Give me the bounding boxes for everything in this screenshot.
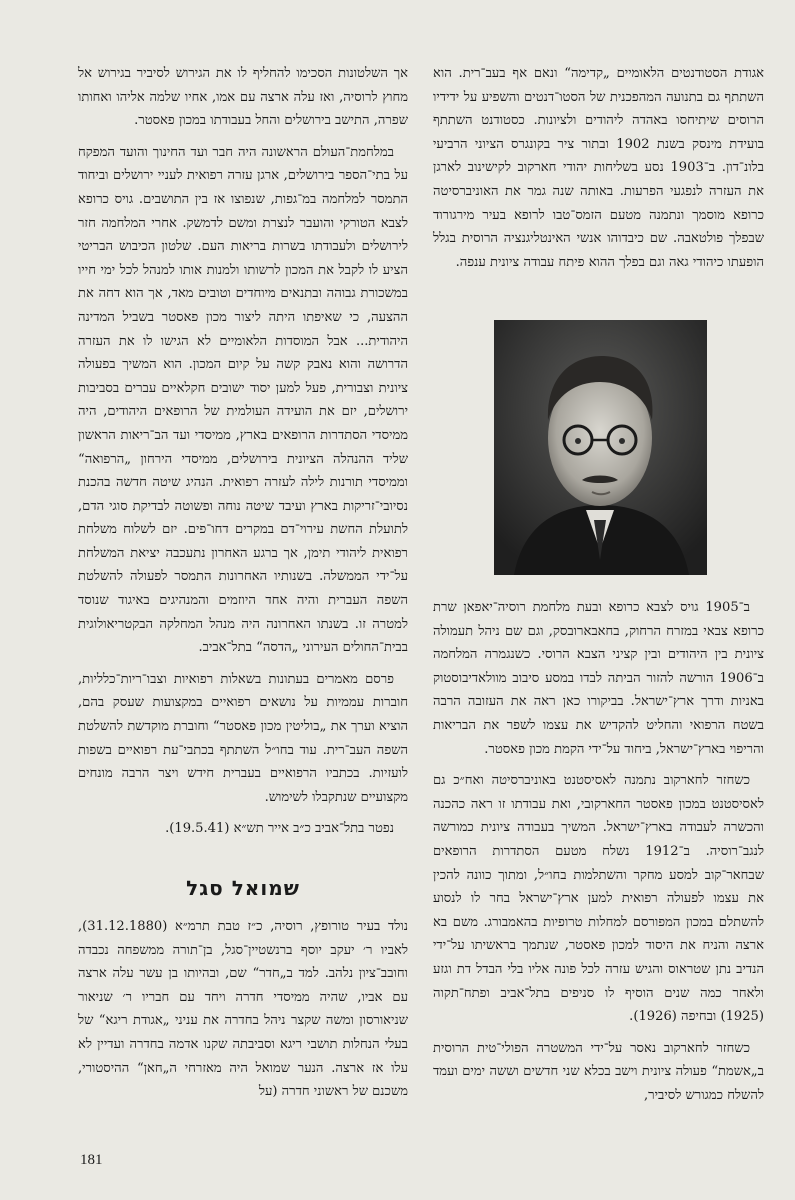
paragraph: אגודת הסטודנטים הלאומיים „קדימה“ ונאם אף בעב־רית. הוא השתתף גם בתנועה המהפכנית של הסטו־דנטים והשפיע על ידידיו הרוסים שיתיחסו באהדה ליהודים ולציונות. כסטודנט השתתף בועידת מינסק בשנת 1902 ובתור ציר בקונגרס הציוני הרביעי בלונ־דון. ב־1903 נסע בשליחות יהודי חארקוב לקישינוב לארגן את העזרה לנפגעי הפרעות. באותה שנה גמר את האוניברסיטה כרופא מוסמך ונתמנה מטעם הזמס־טבו לרופא בעיר מירגורוד שבפלך פולטאבה. שם כיבדוהו אנשי האינטליגנציה הרוסית בגלל הופעתו כיהודי גאה וגם בפלך ההוא פיתח עבודה ציונית ענפה. xyxy=(433,66,764,270)
paragraph: אך השלטונות הסכימו להחליף לו את הגירוש לסיביר בגירוש אל מחוץ לרוסיה, ואז עלה ארצה עם אמו, אחיו שלמה אליהו ואחותו שפרה, התישב בירושלים והחל בעבודתו במכון פאסטר. xyxy=(78,66,408,129)
section-heading: שמואל סגל xyxy=(186,876,300,900)
paragraph: במלחמת־העולם הראשונה היה חבר ועד החינוך והועד המפקח על בתי־הספר בירושלים, ארגן עזרה רפואית לעניי ירושלים וביחוד התמסר למלחמה במ־גפות, שנפוצו אז בין התושבים. גויס כרופא לצבא הטורקי והועבר לנצרת ומשם לדמשק. אחרי המלחמה חזר לירושלים ולעבודתו בשרות בריאות העם. שלטון הכיבוש הבריטי הציע לו לקבל את המכון לרשותו ולמנות אותו למנהל לכל ימי חייו במשכורת גבוהה ובתנאים מיוחדים וטובים מאד, אך הוא דחה את ההצעה, כי שאיפתו היתה ליצור מכון פאסטר בשביל המדינה היהודית... אבל המוסדות הלאומיים לא הגישו לו את העזרה הדרושה והוא נאבק קשה על קיום המכון. הוא המשיך בפעולה ציונית וצבורית, פעל למען יסוד ישובים חקלאיים עברים בסביבות ירושלים, יזם את הועידה העולמית של הרופאים היהודים, היה ממיסדי הסתדרות הרופאים בארץ, ממיסדי ועד הב־ריאות הראשון שליד ההנהלה הציונית בירושלים, ממיסדי הירחון „הרפואה“ וממיסדי תורנות לילה לעזרה רפואית. הנהיג שיטה חדשה בהכנת נסיובי־זריקות בארץ ועיבד שיטה נוחה ופשוטה לבדיקת סוגי הדם, לתועלת החשת עירוי־דם במקרים דחו־פים. יזם לשלוח משלחת רפואית ליהודי תימן, אך ברגע האחרון נתעכבה יציאת המשלחת על־ידי הממשלה. בשנותיו האחרונות התמסר לפעולה להשלטת השפה העברית והיה אחד היוזמים והמנהיגים באיגוד שנוסד למטרה זו. בשנתו האחרונה היה מנהל המחלקה הבקטריאולוגית בבית־החולים העירוני „הדסה“ בתל־אביב. xyxy=(78,144,408,656)
portrait-illustration xyxy=(494,320,707,575)
right-column-lower xyxy=(433,596,764,1107)
left-column-lower xyxy=(78,915,408,1104)
paragraph: ב־1905 גויס לצבא כרופא ובעת מלחמת רוסיה־יאפאן שרת כרופא צבאי במזרח הרחוק, בחאבארובסק, וגם שם ניהל תעמולה ציונית בין היהודים ובין קציני הצבא הרוסי. כשנגמרה המלחמה ב־1906 הורשה להזור הביתה לבדו במסע סיבוב מוולאדיבוסטוק באניות ודרך ארץ־ישראל. בביקורו כאן ראה את העזובה הרבה בשטח הרפואי והחליט להקדיש את עצמו לשפר את הבריאות והריפוי בארץ־ישראל, ביחוד על־ידי הקמת מכון פאסטר. xyxy=(433,600,764,757)
right-column-upper xyxy=(433,62,764,274)
paragraph: נולד בעיר טורופץ, רוסיה, כ״ז טבת תרמ״א (31.12.1880), לאביו ר׳ יעקב יוסף ברנשטיין־סגל, בן־תורה ממשפחה נכבדה וחובב־ציון נלהב. למד ב„חדר“ שם, ובהיותו בן עשר עלה ארצה עם אביו, שהיה ממיסדי חדרה ויחד עם חבריו ר׳ שניאור שניאורסון ומשה שקצר ניהל בחדרה את עניני „אגודת ריגא“ של בעלי הנחלות תושבי ריגא וסביבתה שקנו אדמה בחדרה ועדיין לא עלו אז ארצה. הנער שמואל היה מאזרחי ה„חאן“ ההיסטורי, משכנם של ראשוני חדרה (על xyxy=(78,919,408,1100)
death-date-line: נפטר בתל־אביב כ״ב אייר תש״א (19.5.41). xyxy=(165,821,394,837)
paragraph: כשחזר לחארקוב נאסר על־ידי המשטרה הפולי־טית הרוסית ב„אשמת“ פעולה ציונית וישב בכלא שני חדשים וששה ימים ועמד להשלח כמגורש לסיביר, xyxy=(433,1040,764,1103)
paragraph: פרסם מאמרים בעתונות בשאלות רפואיות וצבו־ריות־כלליות, חוברות עממיות על נושאים רפואיים במקצועות שעסק בהם, הוציא וערך את „בוליטין מכון פאסטר“ וחוברת מוקדשת להשלטת השפה העב־רית. עוד בחו״ל השתתף בכתבי־עת רפואיים בשפות לועזיות. בכתביו הרפואיים בעברית חידש ויצר הרבה מונחים מקצועיים שנתקבלו לשימוש. xyxy=(78,671,408,805)
portrait-photo xyxy=(494,320,707,575)
paragraph: כשחזר לחארקוב נתמנה לאסיסטנט באוניברסיטה ואח״כ גם לאסיסטנט במכון פאסטר החארקובי, ואת עבודתו זו ראה כהכנה והכשרה לעבודה בארץ־ישראל. המשיך בעבודה ציונית כמורשה לנגב־רוסיה. ב־1912 נשלח מטעם הסתדרות הרופאים שבחאר־קוב למסע מחקר והשתלמות בחו״ל, ומתוך כוונה להכין את עצמו לפעולה רפואית למען ארץ־ישראל בחר לו לנסוע להשתלם במכון המפורסם למחלות טרופיות בהאמבורג. משם בא ארצה והניח את היסוד למכון פאסטר, שנתמך בראשיתו על־ידי הנדיב נתן שטראוס והגיש עזרה לכל פונה אליו בלי הבדל דת וגזע ולאחר כמה שנים הוסיף לו סניפים בתל־אביב ופתח־תקוה (1925) ובחיפה (1926). xyxy=(433,773,764,1025)
page-number: 181 xyxy=(80,1152,103,1168)
left-column-upper xyxy=(78,62,408,841)
